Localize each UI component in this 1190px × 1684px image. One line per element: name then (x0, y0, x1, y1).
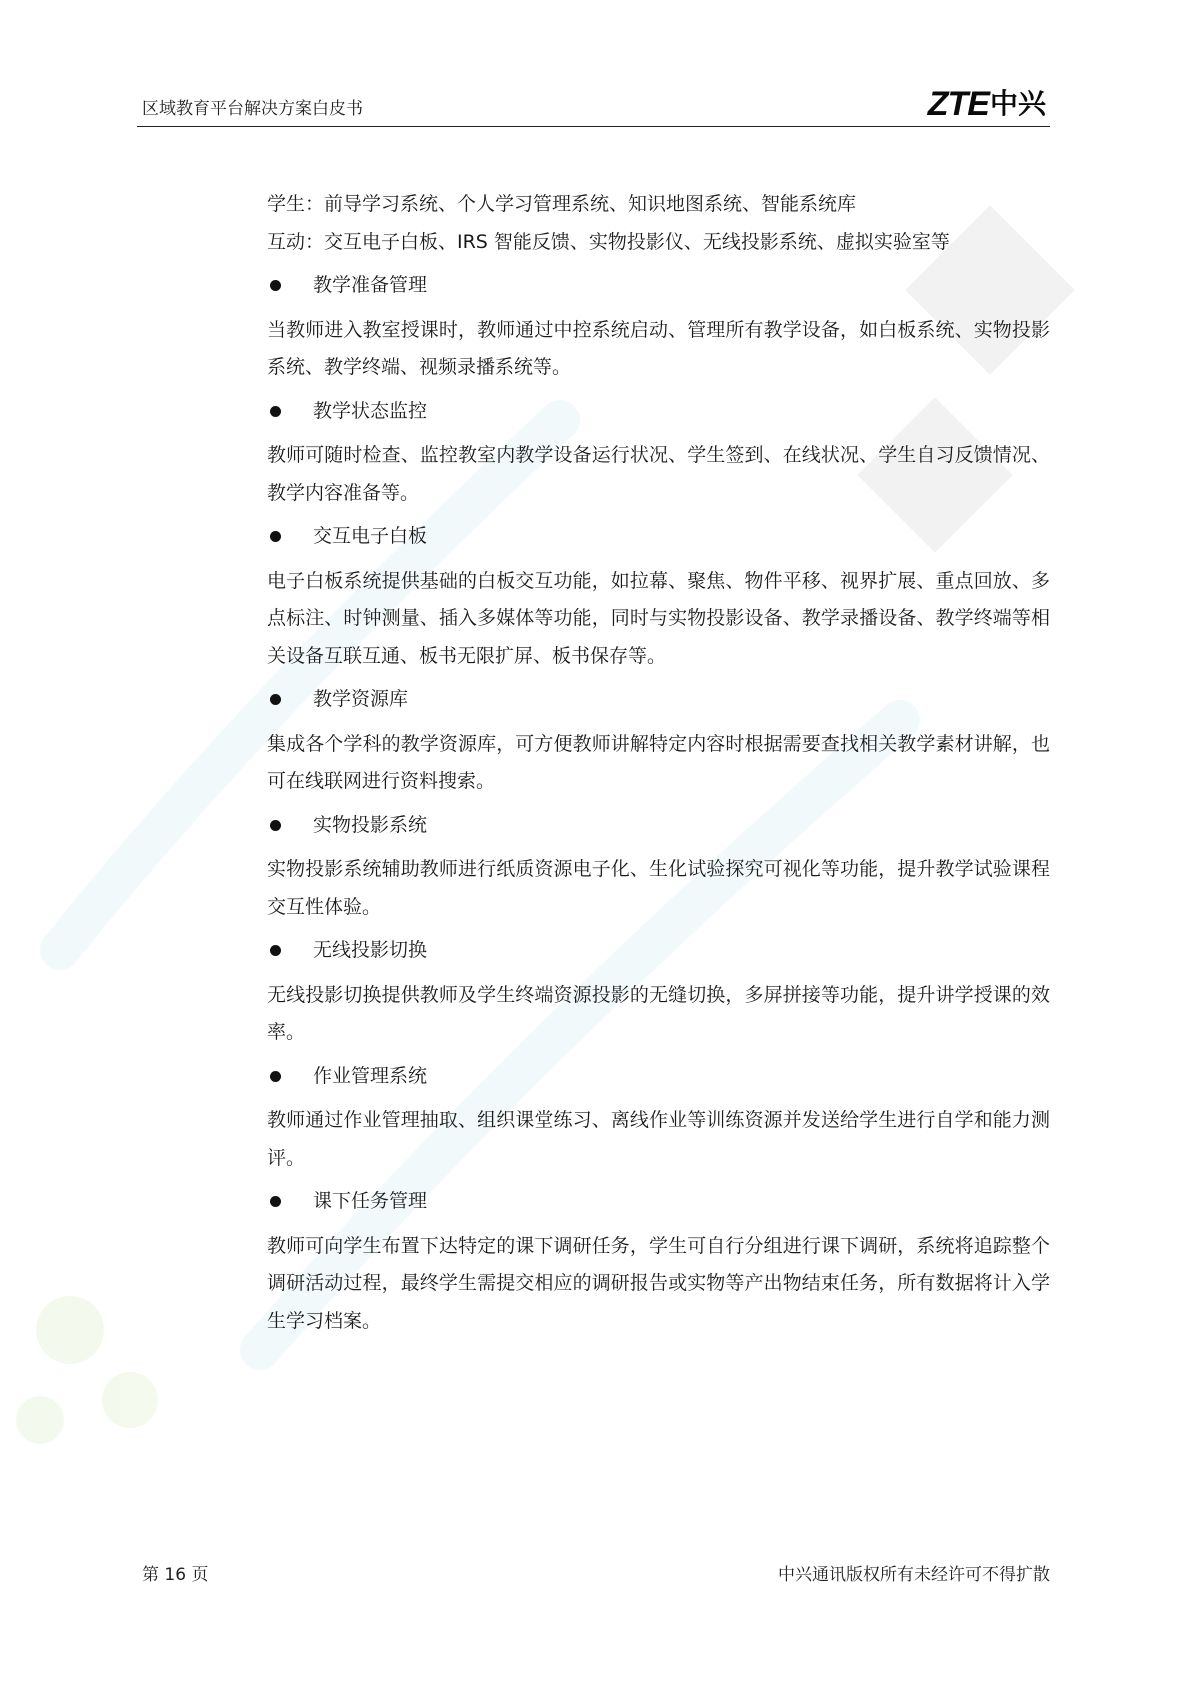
zte-logo (928, 86, 1046, 122)
bullet-icon (270, 694, 281, 705)
bullet-icon (270, 1196, 281, 1207)
logo-latin: ZTE (927, 85, 989, 123)
section-heading: 课下任务管理 (267, 1183, 1050, 1221)
logo-chinese: 中兴 (989, 87, 1046, 120)
section-heading: 教学准备管理 (267, 267, 1050, 305)
document-title: 区域教育平台解决方案白皮书 (142, 99, 363, 119)
section-body: 当教师进入教室授课时，教师通过中控系统启动、管理所有教学设备，如白板系统、实物投影系统、教学终端、视频录播系统等。 (267, 318, 1050, 378)
section-heading: 实物投影系统 (267, 807, 1050, 845)
section-body: 电子白板系统提供基础的白板交互功能，如拉幕、聚焦、物件平移、视界扩展、重点回放、多点标注、时钟测量、插入多媒体等功能，同时与实物投影设备、教学录播设备、教学终端等相关设备互联互通、板书无限扩屏、板书保存等。 (267, 569, 1050, 667)
section-body: 无线投影切换提供教师及学生终端资源投影的无缝切换，多屏拼接等功能，提升讲学授课的效率。 (267, 983, 1050, 1043)
bullet-icon (270, 1071, 281, 1082)
bullet-icon (270, 945, 281, 956)
bullet-icon (270, 531, 281, 542)
page-body (267, 186, 1050, 1346)
section-body: 教师可向学生布置下达特定的课下调研任务，学生可自行分组进行课下调研，系统将追踪整个调研活动过程，最终学生需提交相应的调研报告或实物等产出物结束任务，所有数据将计入学生学习档案。 (267, 1234, 1050, 1332)
section-heading: 教学资源库 (267, 681, 1050, 719)
section-body: 教师通过作业管理抽取、组织课堂练习、离线作业等训练资源并发送给学生进行自学和能力测评。 (267, 1109, 1050, 1169)
section-heading: 作业管理系统 (267, 1058, 1050, 1096)
section-body: 教师可随时检查、监控教室内教学设备运行状况、学生签到、在线状况、学生自习反馈情况、教学内容准备等。 (267, 444, 1050, 504)
section-heading: 交互电子白板 (267, 518, 1050, 556)
section-body: 实物投影系统辅助教师进行纸质资源电子化、生化试验探究可视化等功能，提升教学试验课程交互性体验。 (267, 858, 1050, 918)
intro-line-interaction: 互动：交互电子白板、IRS 智能反馈、实物投影仪、无线投影系统、虚拟实验室等 (267, 230, 950, 253)
page-header (137, 84, 1050, 127)
intro-line-students: 学生：前导学习系统、个人学习管理系统、知识地图系统、智能系统库 (267, 193, 857, 215)
section-body: 集成各个学科的教学资源库，可方便教师讲解特定内容时根据需要查找相关教学素材讲解，也可在线联网进行资料搜索。 (267, 732, 1050, 792)
bullet-icon (270, 280, 281, 291)
bullet-icon (270, 406, 281, 417)
copyright-notice: 中兴通讯版权所有未经许可不得扩散 (778, 1565, 1050, 1585)
section-heading: 教学状态监控 (267, 393, 1050, 431)
page-number: 第 16 页 (142, 1565, 209, 1585)
section-heading: 无线投影切换 (267, 932, 1050, 970)
bullet-icon (270, 820, 281, 831)
